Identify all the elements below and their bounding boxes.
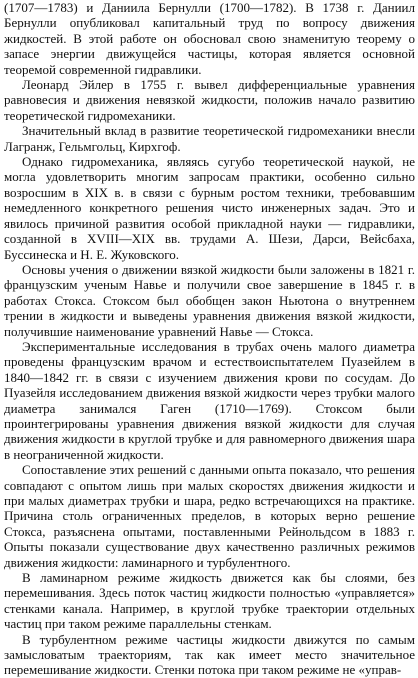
paragraph-turbulent: В турбулентном режиме частицы жидкости движутся по самым замысловатым траекториям, так как имеет место значительное перемешивание жидкости. Стенки потока при таком режиме не «управ- (4, 631, 415, 678)
paragraph-poiseuille: Экспериментальные исследования в трубах очень малого диаметра проведены французским врачом и естествоиспытателем Пуазейлем в 1840—1842 гг. в связи с изучением движения крови по сосудам. До Пуазейля исследованием движения вязкой жидкости через трубки малого диаметра занимался Гаген (1710—1769). Стоксом были проинтегрированы уравнения движения вязкой жидкости для случая движения жидкости в круглой трубке и для равномерного движения шара в неограниченной жидкости. (4, 338, 415, 462)
paragraph-hydraulics-origin: Однако гидромеханика, являясь сугубо теоретической наукой, не могла удовлетворить многим запросам практики, особенно сильно возросшим в XIX в. в связи с бурным ростом техники, требовавшим немедленного конкретного решения чисто инженерных задач. Это и явилось причиной развития особой прикладной науки — гидравлики, созданной в XVIII—XIX вв. трудами А. Шези, Дарси, Вейсбаха, Буссинеска и Н. Е. Жуковского. (4, 154, 415, 262)
paragraph-navier-stokes: Основы учения о движении вязкой жидкости были заложены в 1821 г. французским ученым Навье и получили свое завершение в 1845 г. в работах Стокса. Стоксом был обобщен закон Ньютона о внутреннем трении в жидкости и выведены уравнения движения вязкой жидкости, получившие наименование уравнений Навье — Стокса. (4, 261, 415, 339)
paragraph-euler: Леонард Эйлер в 1755 г. вывел дифференциальные уравнения равновесия и движения невязкой жидкости, положив начало развитию теоретической гидромеханики. (4, 77, 415, 123)
paragraph-contributors: Значительный вклад в развитие теоретической гидромеханики внесли Лагранж, Гельмгольц, Кирхгоф. (4, 123, 415, 154)
paragraph-reynolds: Сопоставление этих решений с данными опыта показало, что решения совпадают с опытом лишь при малых скоростях движения жидкости и при малых диаметрах трубки и шара, редко встречающихся на практике. Причина столь ограниченных пределов, в которых верно решение Стокса, разъяснена опытами, поставленными Рейнольдсом в 1883 г. Опыты показали существование двух качественно различных режимов движения жидкости: ламинарного и турбулентного. (4, 462, 415, 570)
paragraph-bernoulli: (1707—1783) и Даниила Бернулли (1700—1782). В 1738 г. Даниил Бернулли опубликовал капитальный труд по вопросу движения жидкостей. В этой работе он обосновал свою знаменитую теорему о запасе энергии движущейся частицы, которая является основной теоремой современной гидравлики. (4, 0, 415, 77)
paragraph-laminar: В ламинарном режиме жидкость движется как бы слоями, без перемешивания. Здесь поток частиц жидкости полностью «управляется» стенками канала. Например, в круглой трубке траектории отдельных частиц при таком режиме параллельны стенкам. (4, 570, 415, 632)
